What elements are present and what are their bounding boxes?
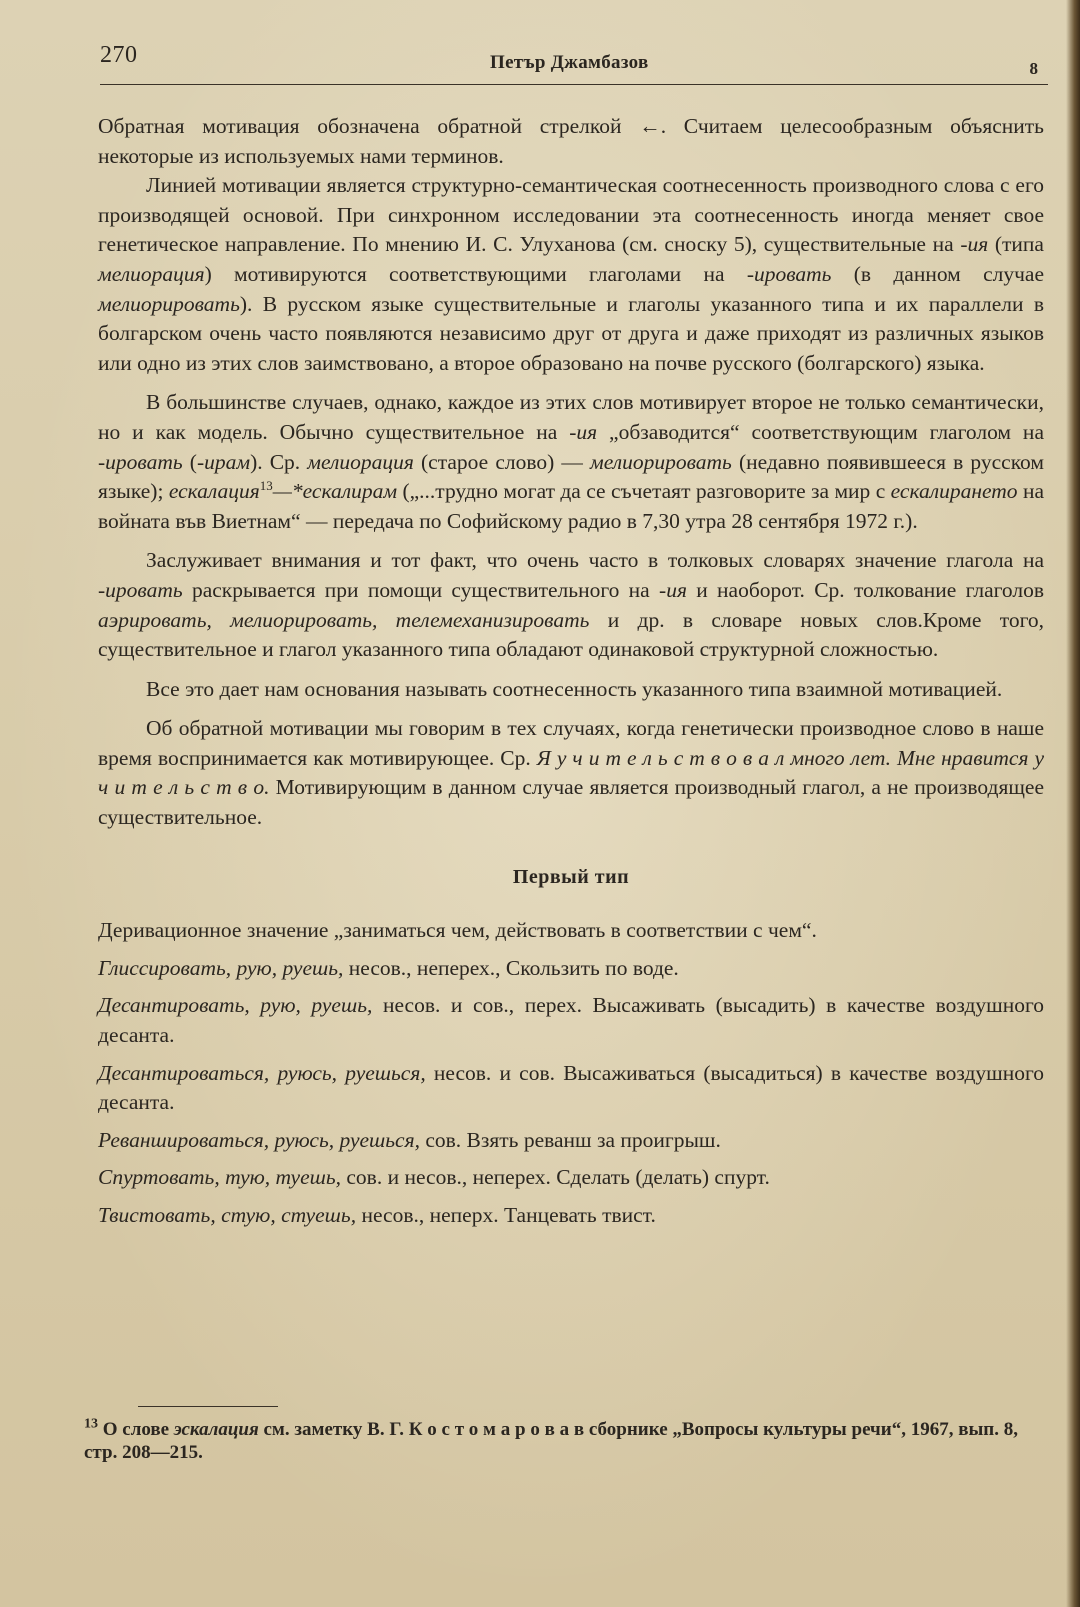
paragraph-3: В большинстве случаев, однако, каждое из этих слов мотивирует второе не только семантически, но и как модель. Обычно существительное на -ия „обзаводится“ соответствующим глаголом на -ировать (-ирам). Ср. мелиорация (старое слово) — мелиорировать (недавно появившееся в русском языке); ескалация$^{13}$—*ескалирам („...трудно могат да се съчетаят разговорите за мир с ескалирането на войната във Виетнам“ — передача по Софийскому радио в 7,30 утра 28 сентября 1972 г.).	[98, 390, 1044, 533]
paragraph-4: Заслуживает внимания и тот факт, что очень часто в толковых словарях значение глагола на -ировать раскрывается при помощи существительного на -ия и наоборот. Ср. толкование глаголов аэрировать, мелиорировать, телемеханизировать и др. в словаре новых слов.Кроме того, существительное и глагол указанного типа обладают одинаковой структурной сложностью.	[98, 548, 1044, 662]
footnote-rule	[138, 1406, 278, 1407]
paragraph-6: Об обратной мотивации мы говорим в тех случаях, когда генетически производное слово в наше время воспринимается как мотивирующее. Ср. Я у ч и т е л ь с т в о в а л много лет. Мне нравится у ч и т е л ь с т в о. Мотивирующим в данном случае является производный глагол, а не производящее существительное.	[98, 716, 1044, 830]
footnote: $^{13}$ О слове эскалация см. заметку В. Г. К о с т о м а р о в а в сборнике „Вопросы культуры речи“, 1967, вып. 8, стр. 208—215.	[84, 1416, 1018, 1463]
running-head: Петър Джамбазов	[490, 52, 649, 73]
paragraph-1: Обратная мотивация обозначена обратной стрелкой ←. Считаем целесообразным объяснить некоторые из используемых нами терминов.	[98, 114, 1044, 168]
header-rule	[100, 84, 1048, 85]
footnote-marker: 13	[84, 1416, 98, 1432]
entry-3: Десантироваться, руюсь, руешься, несов. и сов. Высаживаться (высадиться) в качестве воздушного десанта.	[98, 1060, 1045, 1115]
body-text	[98, 112, 1044, 1231]
page-header	[100, 42, 1050, 86]
page-edge-shadow	[1066, 0, 1080, 1607]
entry-list	[98, 954, 1044, 1231]
entry-2: Десантировать, рую, руешь, несов. и сов., перех. Высаживать (высадить) в качестве воздушного десанта.	[98, 993, 1044, 1048]
footnote-ref: 13	[259, 477, 273, 493]
section-title: Первый тип	[512, 865, 630, 888]
page-number: 270	[100, 42, 138, 68]
paragraph-2: Линией мотивации является структурно-семантическая соотнесенность производного слова с его производящей основой. При синхронном исследовании эта соотнесенность иногда меняет свое генетическое направление. По мнению И. С. Улуханова (см. сноску 5), существительные на -ия (типа мелиорация) мотивируются соответствующими глаголами на -ировать (в данном случае мелиорировать). В русском языке существительные и глаголы указанного типа и их параллели в болгарском очень часто появляются независимо друг от друга и даже приходят из различных языков или одно из этих слов заимствовано, а второе образовано на почве русского (болгарского) языка.	[98, 173, 1044, 375]
entry-5: Спуртовать, тую, туешь, сов. и несов., неперех. Сделать (делать) спурт.	[98, 1165, 770, 1190]
entry-6: Твистовать, стую, стуешь, несов., неперх. Танцевать твист.	[98, 1203, 656, 1227]
entry-4: Реваншироваться, руюсь, руешься, сов. Взять реванш за проигрыш.	[98, 1127, 721, 1152]
paragraph-5: Все это дает нам основания называть соотнесенность указанного типа взаимной мотивацией.	[146, 676, 1003, 701]
signature-mark: 8	[1029, 59, 1038, 78]
section-lead: Деривационное значение „заниматься чем, действовать в соответствии с чем“.	[98, 918, 817, 943]
entry-1: Глиссировать, рую, руешь, несов., неперех., Скользить по воде.	[98, 955, 679, 980]
